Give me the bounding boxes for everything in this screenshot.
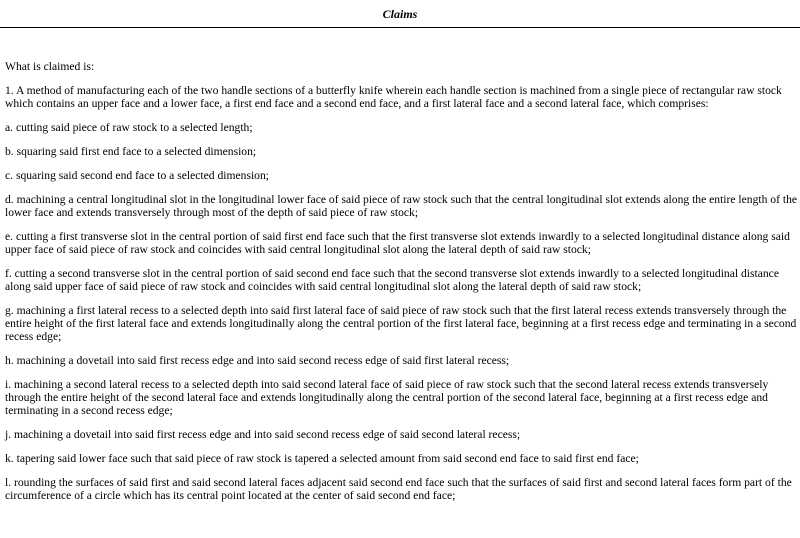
claim-step-f: f. cutting a second transverse slot in the central portion of said second end face such that the second transverse slot extends inwardly to a selected longitudinal distance along said upper face of said piece of raw stock and coincides with said central longitudinal slot along the lateral depth of said raw stock; [5,267,779,293]
claim-step-h: h. machining a dovetail into said first recess edge and into said second recess edge of said first lateral recess; [5,354,510,367]
header-divider [0,27,800,28]
claim-step-c: c. squaring said second end face to a selected dimension; [5,169,269,182]
claim-step-a: a. cutting said piece of raw stock to a selected length; [5,121,253,134]
claim-step-b: b. squaring said first end face to a selected dimension; [5,145,257,158]
claims-header [0,0,800,28]
claim-step-d: d. machining a central longitudinal slot in the longitudinal lower face of said piece of raw stock such that the central longitudinal slot extends along the entire length of the lower face and extends transversely through most of the depth of said piece of raw stock; [5,193,798,219]
claim-step-j: j. machining a dovetail into said first recess edge and into said second recess edge of said second lateral recess; [5,428,521,441]
claim-step-k: k. tapering said lower face such that said piece of raw stock is tapered a selected amount from said second end face to said first end face; [5,452,639,465]
claims-intro: What is claimed is: [5,60,95,73]
section-title: Claims [382,7,418,21]
claim-step-i: i. machining a second lateral recess to a selected depth into said second lateral face of said piece of raw stock such that the second lateral recess extends transversely through the entire height of the second lateral face and extends longitudinally along the central portion of the second lateral face, beginning at a first recess edge and terminating in a second recess edge; [5,378,769,417]
claim-1-preamble: 1. A method of manufacturing each of the two handle sections of a butterfly knife wherein each handle section is machined from a single piece of rectangular raw stock which contains an upper face and a lower face, a first end face and a second end face, and a first lateral face and a second lateral face, which comprises: [5,84,782,110]
claim-step-g: g. machining a first lateral recess to a selected depth into said first lateral face of said piece of raw stock such that the first lateral recess extends transversely through the entire height of the first lateral face and extends longitudinally along the central portion of the first lateral face, beginning at a first recess edge and terminating in a second recess edge; [5,304,797,343]
claims-body [5,60,797,513]
claim-step-l: l. rounding the surfaces of said first and said second lateral faces adjacent said second end face such that the surfaces of said first and second lateral faces form part of the circumference of a circle which has its central point located at the center of said second end face; [5,476,792,502]
claim-step-e: e. cutting a first transverse slot in the central portion of said first end face such that the first transverse slot extends inwardly to a selected longitudinal distance along said upper face of said piece of raw stock and coincides with said central longitudinal slot along the lateral depth of said raw stock; [5,230,790,256]
